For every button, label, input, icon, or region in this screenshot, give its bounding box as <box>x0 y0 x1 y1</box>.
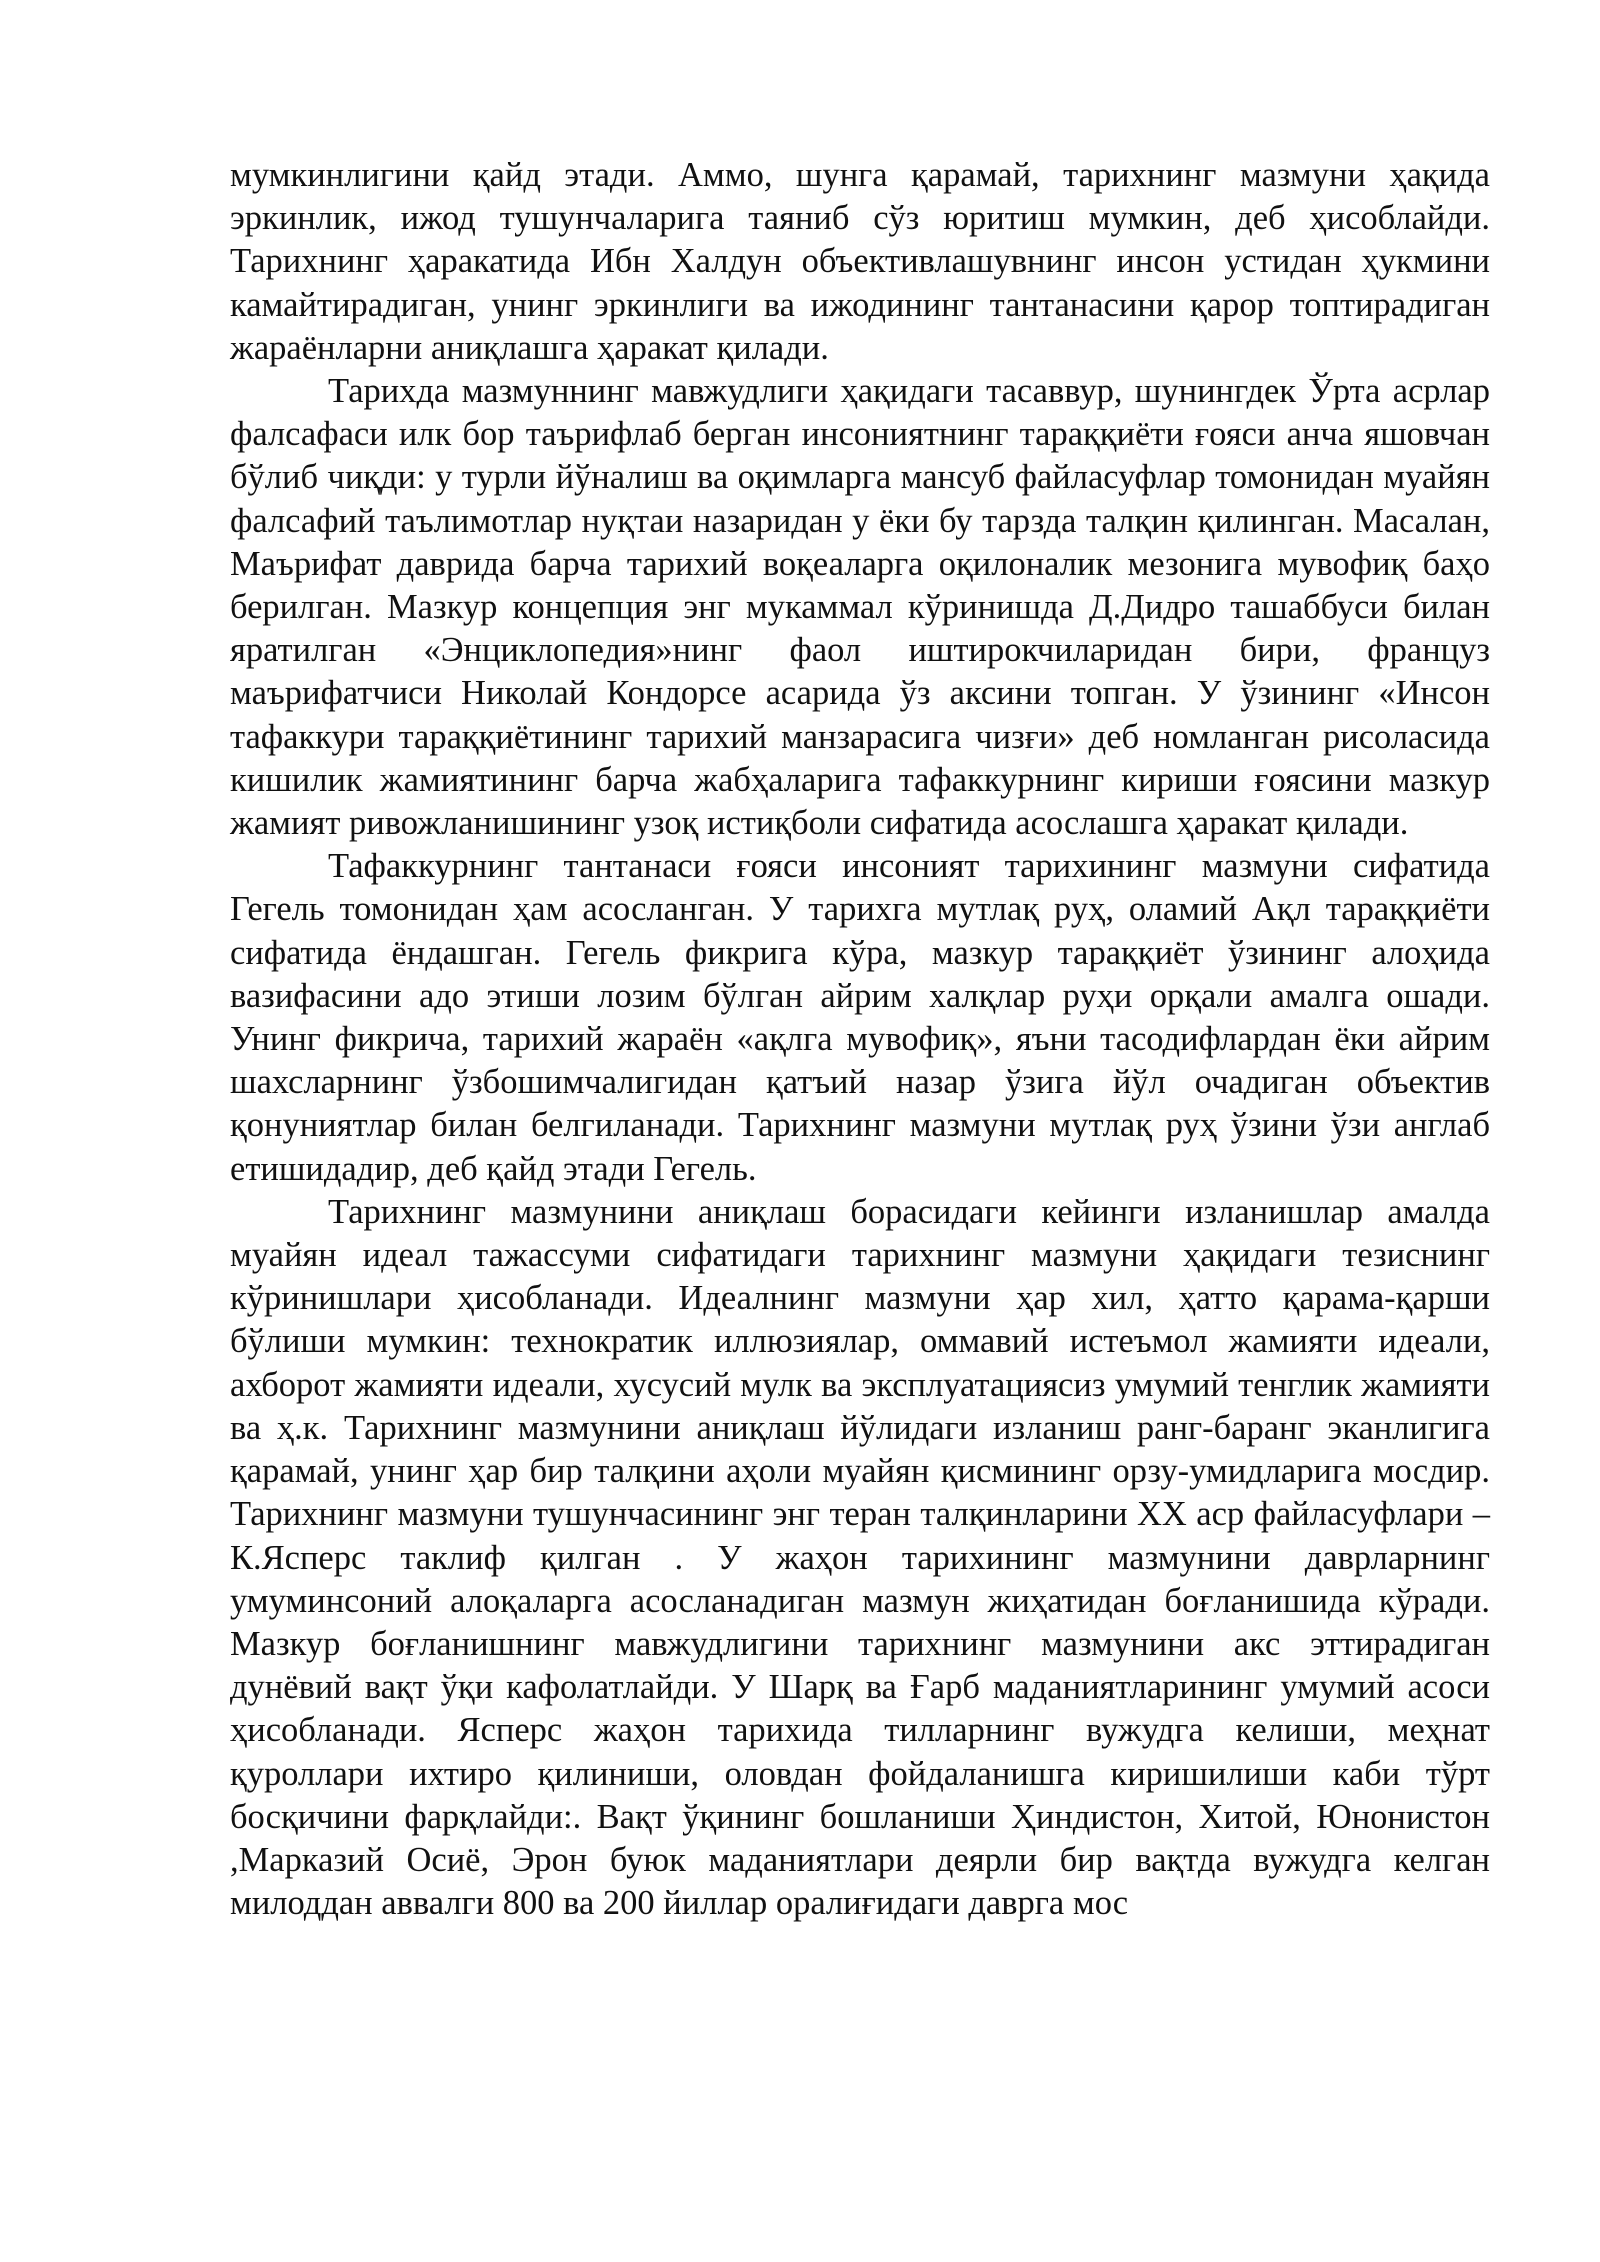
paragraph-jaspers-axial-time: Тарихнинг мазмунини аниқлаш борасидаги кейинги изланишлар амалда муайян идеал тажассуми сифатидаги тарихнинг мазмуни ҳақидаги тезиснинг кўринишлари ҳисобланади. Идеалнинг мазмуни ҳар хил, ҳатто қарама-қарши бўлиши мумкин: технократик иллюзиялар, оммавий истеъмол жамияти идеали, ахборот жамияти идеали, хусусий мулк ва эксплуатациясиз умумий тенглик жамияти ва ҳ.к. Тарихнинг мазмунини аниқлаш йўлидаги изланиш ранг-баранг эканлигига қарамай, унинг ҳар бир талқини аҳоли муайян қисмининг орзу-умидларига мосдир. Тарихнинг мазмуни тушунчасининг энг теран талқинларини XX аср файласуфлари –К.Ясперс таклиф қилган . У жаҳон тарихининг мазмунини даврларнинг умуминсоний алоқаларга асосланадиган мазмун жиҳатидан боғланишида кўради. Мазкур боғланишнинг мавжудлигини тарихнинг мазмунини акс эттирадиган дунёвий вақт ўқи кафолатлайди. У Шарқ ва Ғарб маданиятларининг умумий асоси ҳисобланади. Ясперс жаҳон тарихида тилларнинг вужудга келиши, меҳнат қуроллари ихтиро қилиниши, оловдан фойдаланишга киришилиши каби тўрт босқичини фарқлайди:. Вақт ўқининг бошланиши Ҳиндистон, Хитой, Юнонистон ,Марказий Осиё, Эрон буюк маданиятлари деярли бир вақтда вужудга келган милоддан аввалги 800 ва 200 йиллар оралиғидаги даврга мос <box>230 1192 1490 1923</box>
paragraph-hegel-reason: Тафаккурнинг тантанаси ғояси инсоният тарихининг мазмуни сифатида Гегель томонидан ҳам асосланган. У тарихга мутлақ руҳ, оламий Ақл тараққиёти сифатида ёндашган. Гегель фикрига кўра, мазкур тараққиёт ўзининг алоҳида вазифасини адо этиши лозим бўлган айрим халқлар руҳи орқали амалга ошади. Унинг фикрича, тарихий жараён «ақлга мувофиқ», яъни тасодифлардан ёки айрим шахсларнинг ўзбошимчалигидан қатъий назар ўзига йўл очадиган объектив қонуниятлар билан белгиланади. Тарихнинг мазмуни мутлақ руҳ ўзини ўзи англаб етишидадир, деб қайд этади Гегель. <box>230 847 1490 1188</box>
paragraph-enlightenment-progress: Тарихда мазмуннинг мавжудлиги ҳақидаги тасаввур, шунингдек Ўрта асрлар фалсафаси илк бор таърифлаб берган инсониятнинг тараққиёти ғояси анча яшовчан бўлиб чиқди: у турли йўналиш ва оқимларга мансуб файласуфлар томонидан муайян фалсафий таълимотлар нуқтаи назаридан у ёки бу тарзда талқин қилинган. Масалан, Маърифат даврида барча тарихий воқеаларга оқилоналик мезонига мувофиқ баҳо берилган. Мазкур концепция энг мукаммал кўринишда Д.Дидро ташаббуси билан яратилган «Энциклопедия»нинг фаол иштирокчиларидан бири, француз маърифатчиси Николай Кондорсе асарида ўз аксини топган. У ўзининг «Инсон тафаккури тараққиётининг тарихий манзарасига чизғи» деб номланган рисоласида кишилик жамиятининг барча жабҳаларига тафаккурнинг кириши ғоясини мазкур жамият ривожланишининг узоқ истиқболи сифатида асослашга ҳаракат қилади. <box>230 372 1490 843</box>
document-page <box>230 154 1490 1925</box>
paragraph-ibn-khaldun-conclusion: мумкинлигини қайд этади. Аммо, шунга қарамай, тарихнинг мазмуни ҳақида эркинлик, ижод тушунчаларига таяниб сўз юритиш мумкин, деб ҳисоблайди. Тарихнинг ҳаракатида Ибн Халдун объективлашувнинг инсон устидан ҳукмини камайтирадиган, унинг эркинлиги ва ижодининг тантанасини қарор топтирадиган жараёнларни аниқлашга ҳаракат қилади. <box>230 156 1490 367</box>
